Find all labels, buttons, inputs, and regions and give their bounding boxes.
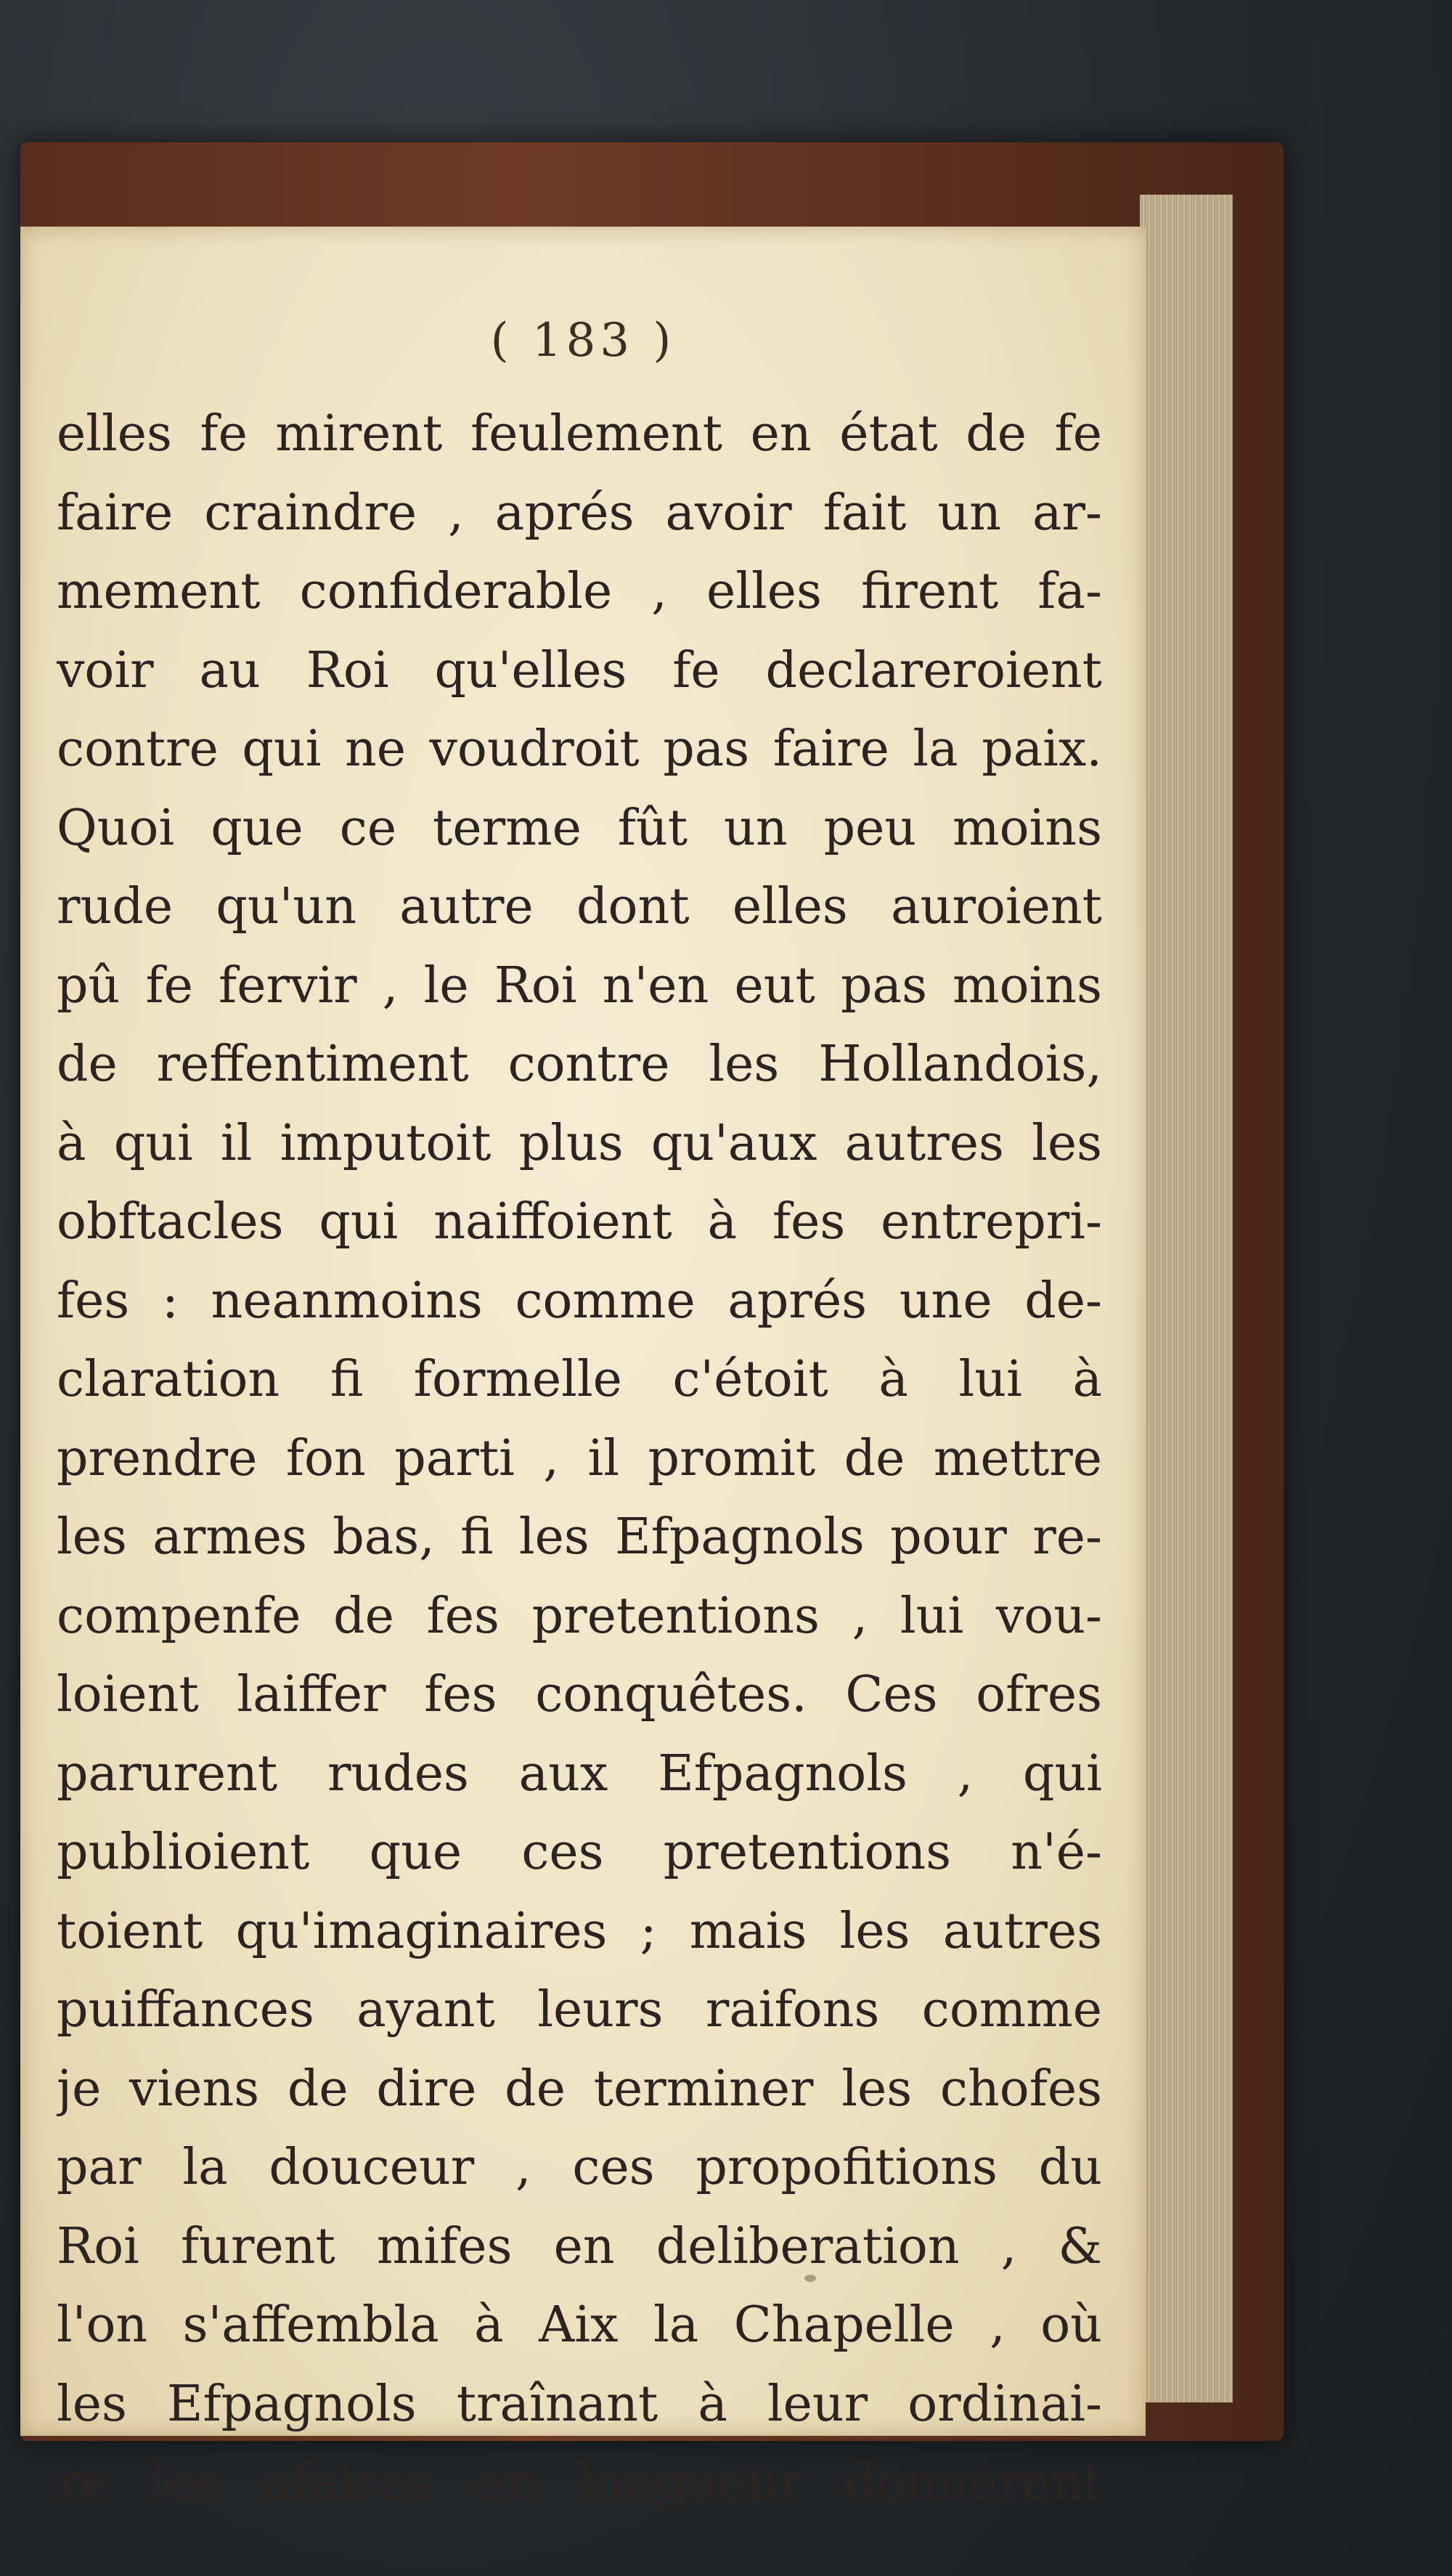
text-line: parurent rudes aux Efpagnols , qui [57,1744,1102,1803]
page-text [57,395,1102,2523]
text-line: puiffances ayant leurs raifons comme [57,1981,1102,2039]
text-line: faire craindre , aprés avoir fait un ar- [57,484,1102,542]
text-line: contre qui ne voudroit pas faire la paix. [57,720,1102,778]
text-line: Quoi que ce terme fût un peu moins [57,799,1102,857]
text-line: les armes bas, fi les Efpagnols pour re- [57,1508,1102,1566]
page-edges [1140,195,1233,2402]
text-line: loient laiffer fes conquêtes. Ces ofres [57,1666,1102,1723]
text-line: re les afaires en longueur donnerent [57,2454,1102,2511]
text-line: obftacles qui naiffoient à fes entrepri- [57,1193,1102,1251]
text-line: Roi furent mifes en deliberation , & [57,2217,1102,2275]
text-line: mement confiderable , elles firent fa- [57,563,1102,620]
text-line: publioient que ces pretentions n'é- [57,1824,1102,1881]
text-line: toient qu'imaginaires ; mais les autres [57,1902,1102,1960]
text-line: les Efpagnols traînant à leur ordinai- [57,2375,1102,2433]
text-line: fes : neanmoins comme aprés une de- [57,1272,1102,1330]
text-line: rude qu'un autre dont elles auroient [57,878,1102,935]
book-page [20,227,1146,2511]
text-line: claration fi formelle c'étoit à lui à [57,1351,1102,1408]
ink-smudge [804,2275,816,2282]
text-line: elles fe mirent feulement en état de fe [57,405,1102,463]
page-number-header: ( 183 ) [490,314,676,367]
text-line: prendre fon parti , il promit de mettre [57,1429,1102,1487]
text-line: je viens de dire de terminer les chofes [57,2060,1102,2118]
text-line: pû fe fervir , le Roi n'en eut pas moins [57,956,1102,1015]
text-line: voir au Roi qu'elles fe declareroient [57,641,1102,699]
text-line: de reffentiment contre les Hollandois, [57,1036,1102,1093]
text-line: compenfe de fes pretentions , lui vou- [57,1587,1102,1645]
text-line: à qui il imputoit plus qu'aux autres les [57,1114,1102,1172]
text-line: l'on s'affembla à Aix la Chapelle , où [57,2296,1102,2354]
text-line: par la douceur , ces propofitions du [57,2139,1102,2196]
